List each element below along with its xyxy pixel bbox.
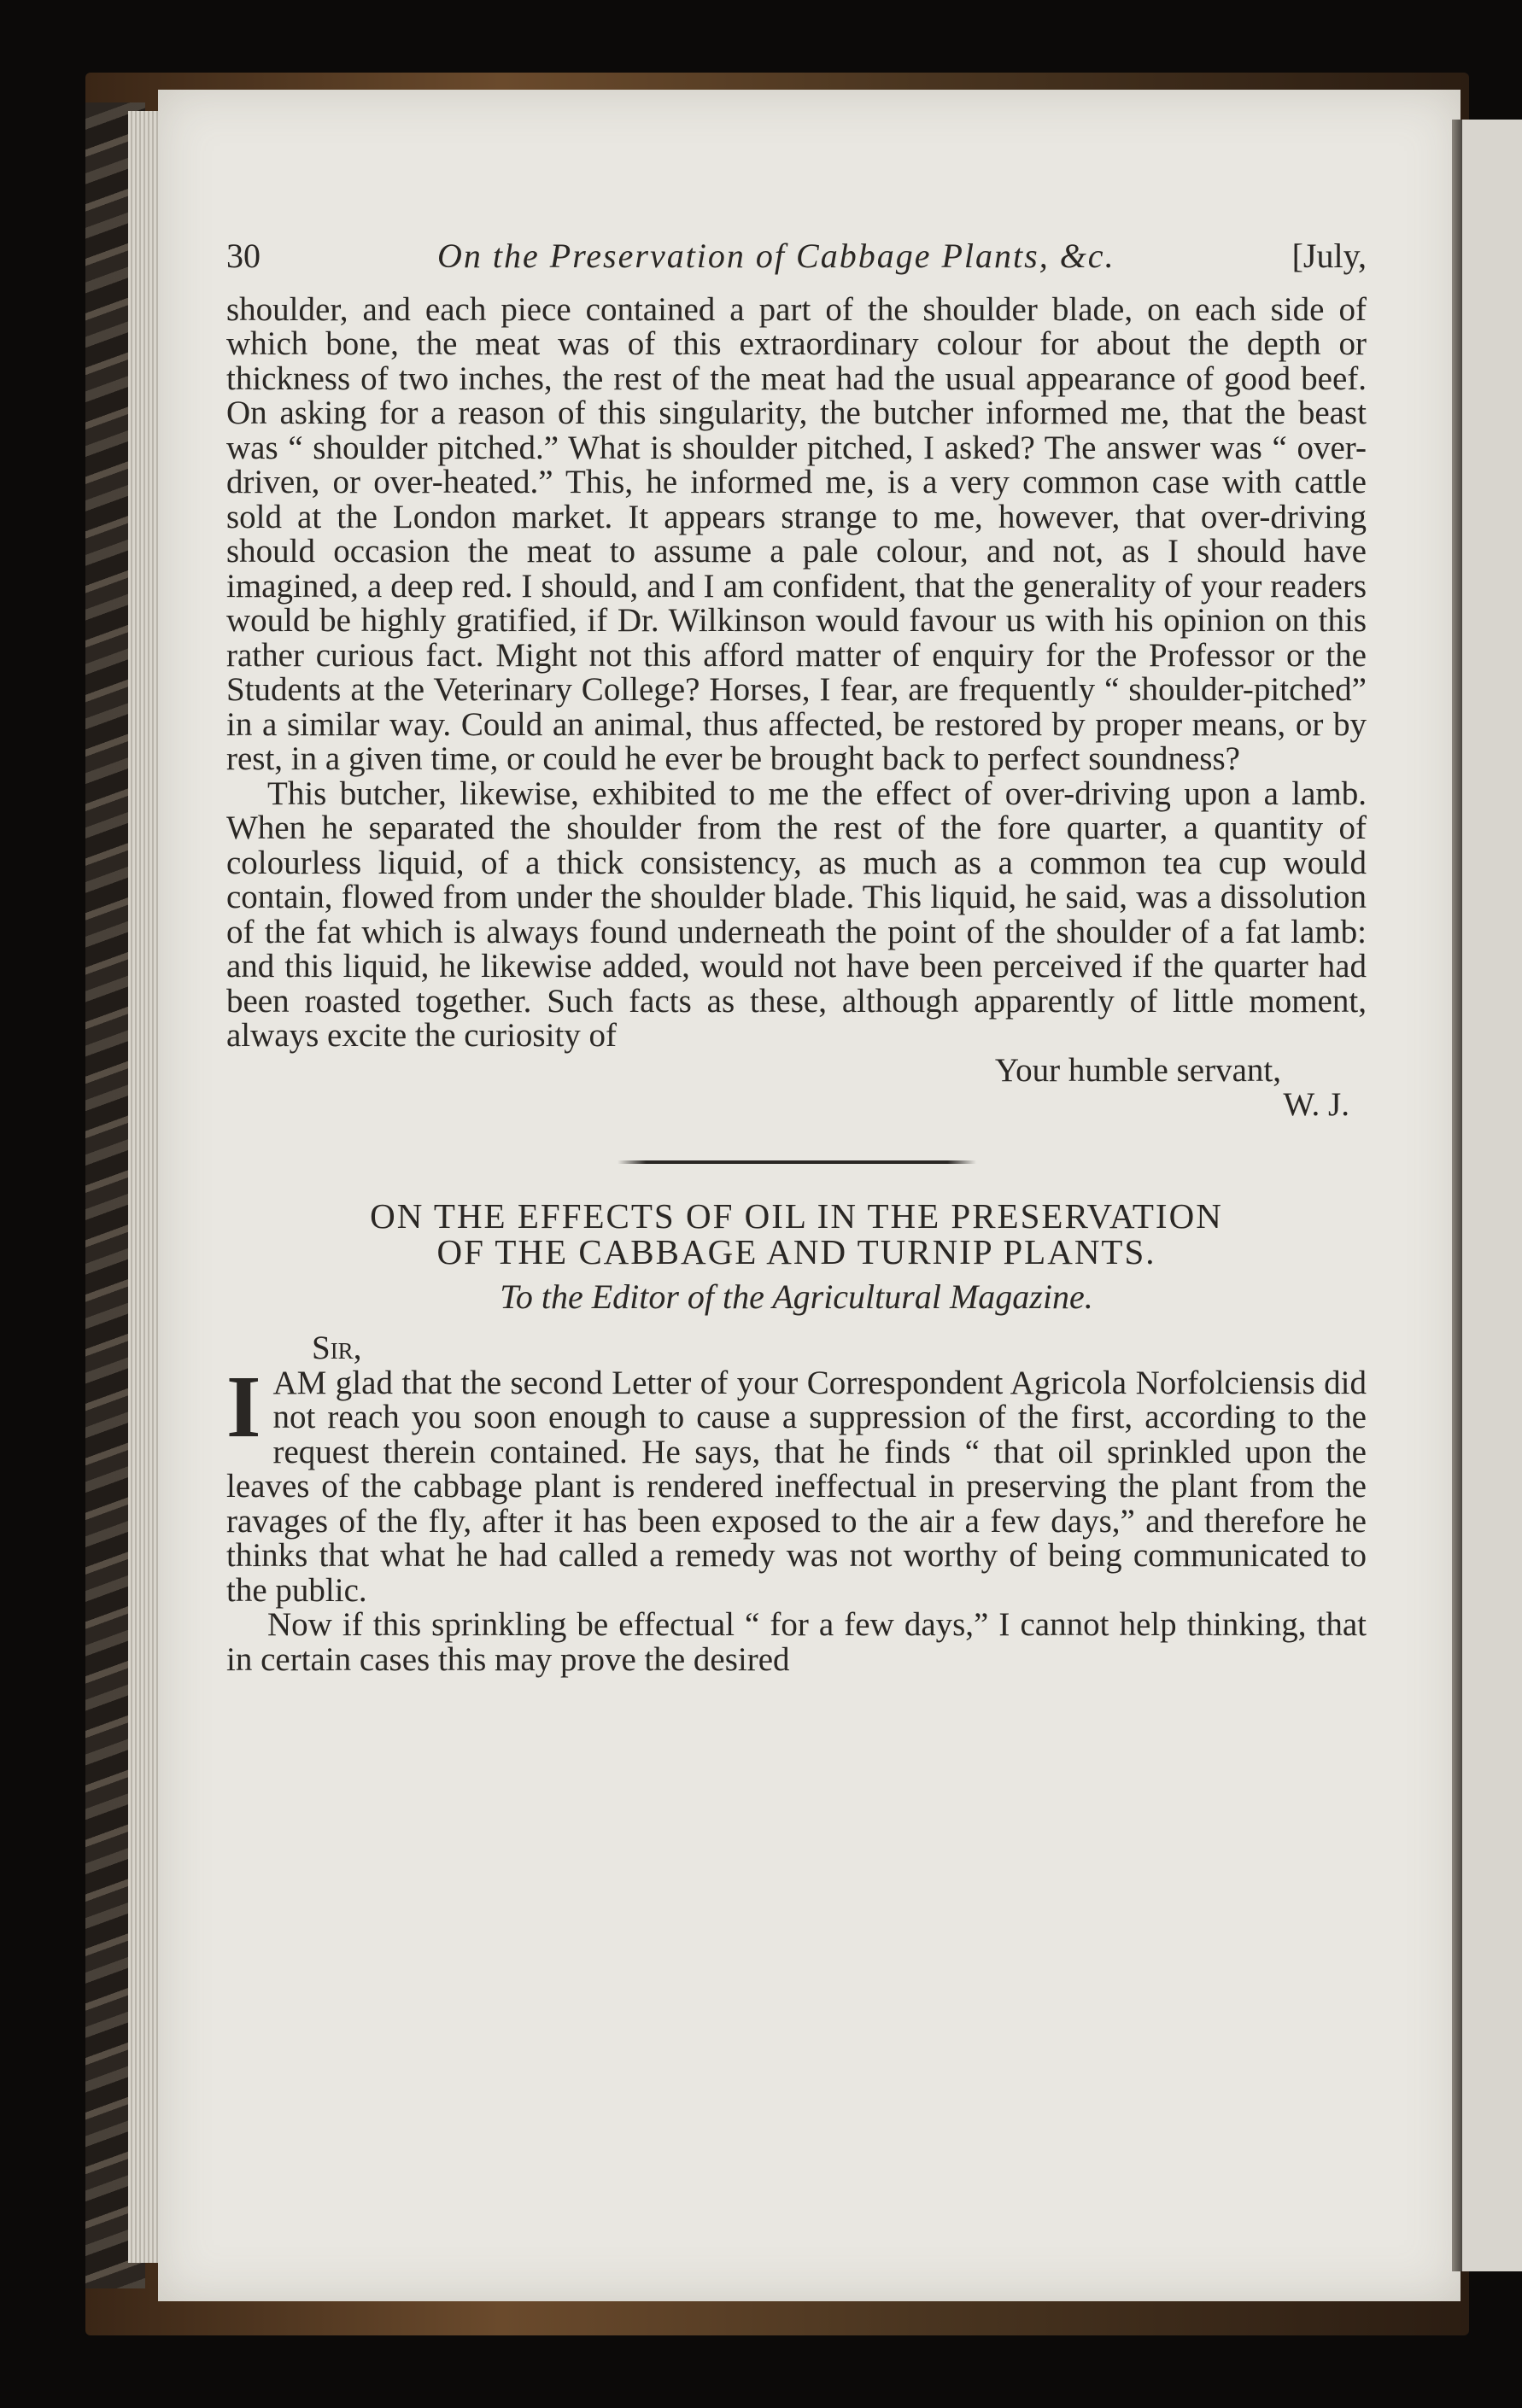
letter-paragraph-1: shoulder, and each piece contained a part of the shoulder blade, on each side of which bone, the meat was of this extraordinary colour for about the depth or thickness of two inches, the rest of the meat had the usual appearance of good beef. On asking for a reason of this singularity, the butcher informed me, that the beast was “ shoulder pitched.” What is shoulder pitched, I asked? The answer was “ over-driven, or over-heated.” This, he informed me, is a very common case with cattle sold at the London market. It appears strange to me, however, that over-driving should occasion the meat to assume a pale colour, and not, as I should have imagined, a deep red. I should, and I am confident, that the generality of your readers would be highly gratified, if Dr. Wilkinson would favour us with his opinion on this rather curious fact. Might not this afford matter of enquiry for the Professor or the Students at the Veterinary College? Horses, I fear, are frequently “ shoulder-pitched” in a similar way. Could an animal, thus affected, be restored by proper means, or by rest, in a given time, or could he ever be brought back to perfect soundness? [226, 290, 1367, 777]
header-date: [July, [1291, 237, 1367, 275]
letter-paragraph-2: This butcher, likewise, exhibited to me the effect of over-driving upon a lamb. When he separated the shoulder from the rest of the fore quarter, a quantity of colourless liquid, of a thick consistency, as much as a common tea cup would contain, flowed from under the shoulder blade. This liquid, he said, was a dissolution of the fat which is always found underneath the point of the shoulder of a fat lamb: and this liquid, he likewise added, would not have been perceived if the quarter had been roasted together. Such facts as these, although apparently of little moment, always excite the curiosity of [226, 774, 1367, 1054]
drop-cap: I [226, 1357, 261, 1456]
page-text [226, 239, 1367, 1677]
article-paragraph-1 [226, 1357, 1367, 1609]
article-subtitle: To the Editor of the Agricultural Magazine. [500, 1277, 1093, 1316]
section-divider [618, 1160, 976, 1164]
page-number: 30 [226, 237, 260, 275]
article-title-line-1: ON THE EFFECTS OF OIL IN THE PRESERVATION [370, 1195, 1223, 1236]
article-paragraph-1-text: glad that the second Letter of your Correspondent Agricola Norfolciensis did not reach you soon enough to cause a suppression of the first, according to the request therein contained. He says, that he finds “ that oil sprinkled upon the leaves of the cabbage plant is rendered ineffectual in preserving the plant from the ravages of the fly, after it has been exposed to the air a few days,” and therefore he thinks that what he had called a remedy was not worthy of being communicated to the public. [226, 1364, 1367, 1609]
salutation: Sir, [312, 1330, 362, 1366]
running-title: On the Preservation of Cabbage Plants, &c. [437, 237, 1115, 275]
running-header [226, 239, 1367, 274]
letter-signature: W. J. [1283, 1086, 1349, 1123]
lead-word: AM [272, 1364, 327, 1401]
page-edges [128, 111, 162, 2263]
letter-closing: Your humble servant, [994, 1051, 1281, 1089]
facing-page-edge [1462, 120, 1522, 2271]
article-paragraph-2: Now if this sprinkling be effectual “ for a few days,” I cannot help thinking, that in certain cases this may prove the desired [226, 1606, 1367, 1678]
article-title-line-2: OF THE CABBAGE AND TURNIP PLANTS. [436, 1231, 1156, 1271]
